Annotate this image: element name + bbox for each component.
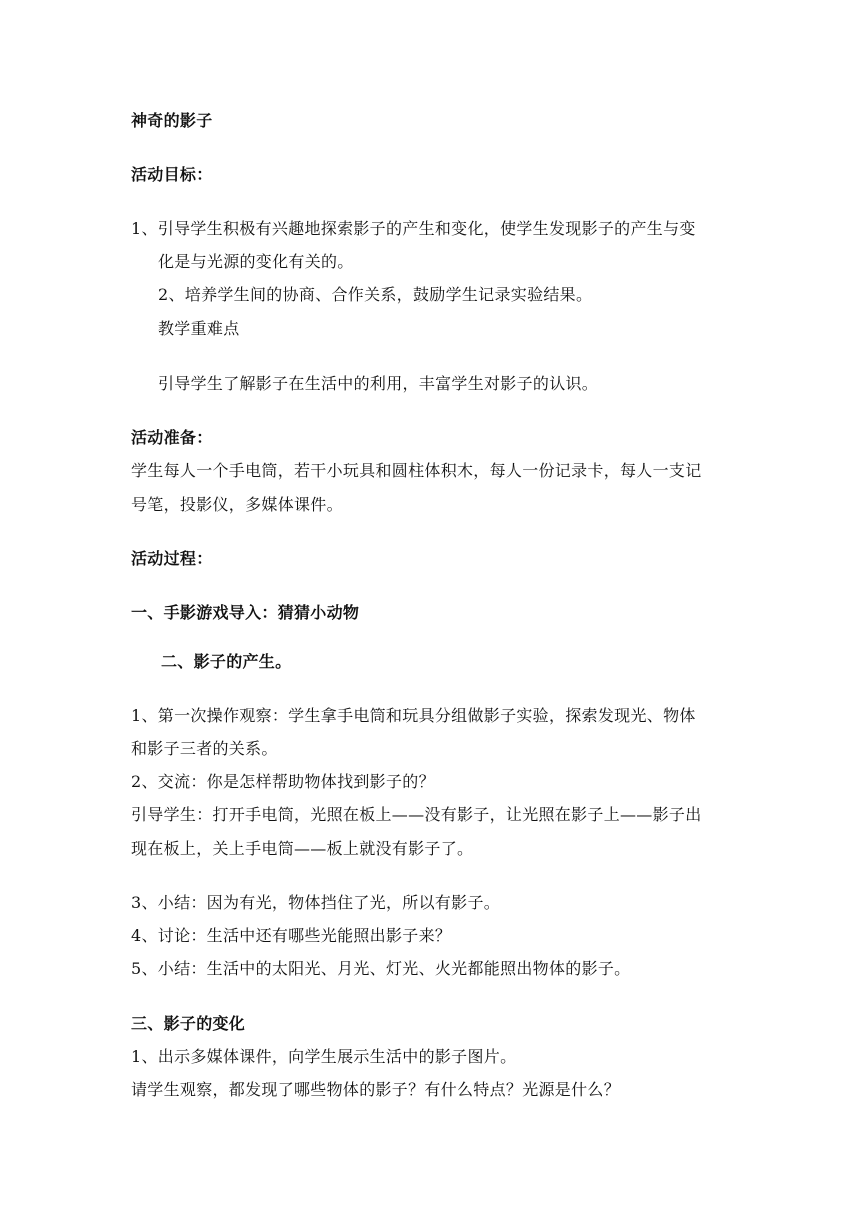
goal-1-line-2: 化是与光源的变化有关的。 <box>158 252 354 271</box>
section-2-p5: 4、讨论：生活中还有哪些光能照出影子来？ <box>131 926 452 945</box>
section-3-heading: 三、影子的变化 <box>131 1014 246 1033</box>
goal-2: 2、培养学生间的协商、合作关系，鼓励学生记录实验结果。 <box>158 285 593 304</box>
process-heading: 活动过程： <box>131 549 213 568</box>
section-3-p2: 请学生观察，都发现了哪些物体的影子？有什么特点？光源是什么？ <box>131 1080 621 1099</box>
key-points-text: 引导学生了解影子在生活中的利用，丰富学生对影子的认识。 <box>158 374 599 393</box>
section-2-p3-line-2: 现在板上，关上手电筒——板上就没有影子了。 <box>131 839 474 858</box>
section-2-heading: 二、影子的产生。 <box>161 652 292 671</box>
goal-1-line-1: 1、引导学生积极有兴趣地探索影子的产生和变化，使学生发现影子的产生与变 <box>131 219 696 238</box>
section-2-p1-line-1: 1、第一次操作观察：学生拿手电筒和玩具分组做影子实验，探索发现光、物体 <box>131 706 696 725</box>
prep-line-2: 号笔，投影仪，多媒体课件。 <box>131 495 343 514</box>
section-2-p1-line-2: 和影子三者的关系。 <box>131 739 278 758</box>
prep-line-1: 学生每人一个手电筒，若干小玩具和圆柱体积木，每人一份记录卡，每人一支记 <box>131 461 702 480</box>
prep-heading: 活动准备： <box>131 428 213 447</box>
section-2-p3-line-1: 引导学生：打开手电筒，光照在板上——没有影子，让光照在影子上——影子出 <box>131 805 702 824</box>
goals-heading: 活动目标： <box>131 165 213 184</box>
document-title: 神奇的影子 <box>131 111 213 130</box>
section-1-heading: 一、手影游戏导入：猜猜小动物 <box>131 603 360 622</box>
section-3-p1: 1、出示多媒体课件，向学生展示生活中的影子图片。 <box>131 1047 517 1066</box>
section-2-p4: 3、小结：因为有光，物体挡住了光，所以有影子。 <box>131 893 501 912</box>
section-2-p2: 2、交流：你是怎样帮助物体找到影子的？ <box>131 772 435 791</box>
key-points-label: 教学重难点 <box>158 319 240 338</box>
section-2-p6: 5、小结：生活中的太阳光、月光、灯光、火光都能照出物体的影子。 <box>131 959 631 978</box>
